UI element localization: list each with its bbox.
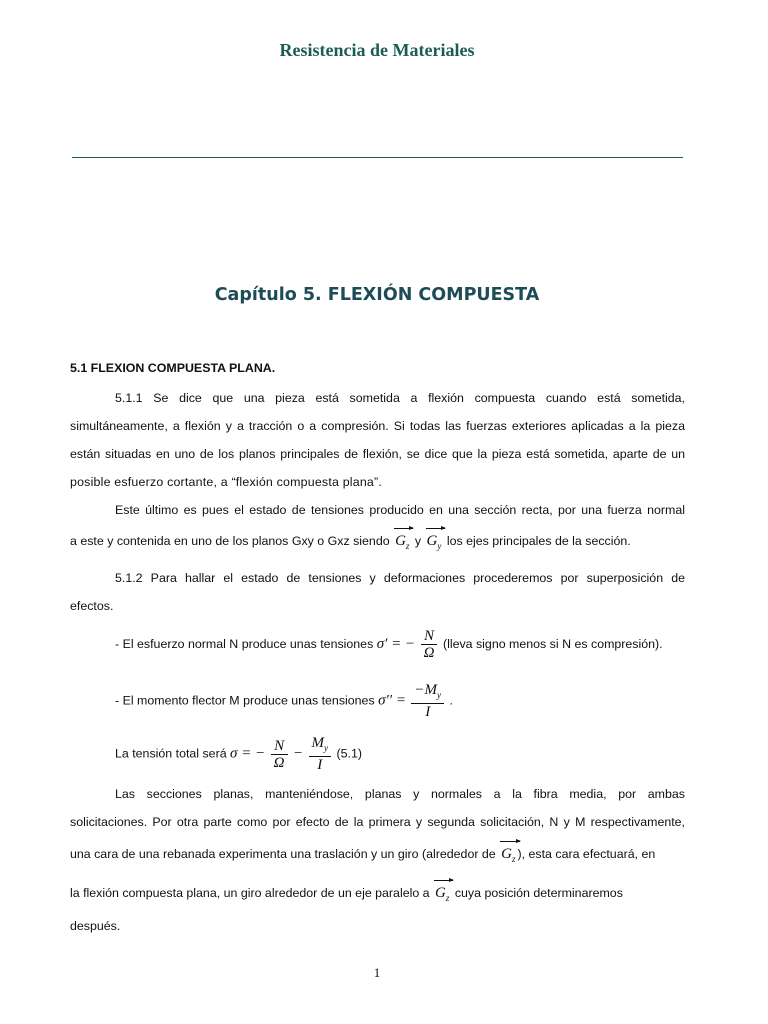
header-divider [72,157,683,158]
paragraph-line: efectos. [70,599,114,613]
paragraph-line [70,846,685,867]
text-fragment: (lleva signo menos si N es compresión). [442,637,663,651]
paragraph-line [70,533,685,554]
page-number: 1 [373,965,381,980]
minus-sign: − [292,745,304,762]
text-fragment: a este y contenida en uno de los planos Gxy o Gxz siendo [70,534,390,548]
chapter-title: Capítulo 5. FLEXIÓN COMPUESTA [214,285,540,305]
paragraph-line: 5.1.1 Se dice que una pieza está sometida a flexión compuesta cuando está sometida, [115,391,685,405]
paragraph-line [70,885,685,906]
fraction-n-over-omega: $\frac{N}{\Omega}$ [421,628,438,661]
text-fragment: una cara de una rebanada experimenta una traslación y un giro (alrededor de [70,847,496,861]
paragraph-line: posible esfuerzo cortante, a “flexión compuesta plana”. [70,475,382,489]
formula-line-total [70,735,730,773]
formula-sigma-prime: σ′ = − [376,636,416,652]
formula-sigma-double-prime: σ′′ = [378,692,406,709]
formula-line-moment [70,682,730,720]
text-fragment: - El momento flector M produce unas tensiones [115,693,375,708]
fraction-my-over-i: $\frac{-M_y}{I}$ [411,682,444,720]
text-fragment: ), esta cara efectuará, en [517,847,656,861]
text-fragment: . [449,693,453,708]
vector-gz: $G_z$ [393,533,411,554]
fraction-n-over-omega: $\frac{N}{\Omega}$ [271,738,288,771]
text-fragment: la flexión compuesta plana, un giro alrededor de un eje paralelo a [70,886,430,900]
paragraph-line: Este último es pues el estado de tensiones producido en una sección recta, por una fuerza normal [115,503,685,517]
text-fragment: los ejes principales de la sección. [446,534,631,548]
paragraph-line: están situadas en uno de los planos principales de flexión, se dice que la pieza está sometida, aparte de un [70,447,685,461]
equation-number: (5.1) [336,746,362,761]
text-fragment: - El esfuerzo normal N produce unas tensiones [115,637,374,651]
paragraph-line: después. [70,919,121,933]
formula-line-normal [70,628,730,661]
text-fragment: cuya posición determinaremos [454,886,623,900]
section-heading: 5.1 FLEXION COMPUESTA PLANA. [70,361,276,375]
vector-gz: $G_z$ [433,885,451,906]
paragraph-line: solicitaciones. Por otra parte como por efecto de la primera y segunda solicitación, N y M respectivamente, [70,815,685,829]
formula-sigma-total: σ = − [230,745,266,762]
running-header: Resistencia de Materiales [279,40,475,60]
paragraph-line: 5.1.2 Para hallar el estado de tensiones y deformaciones procederemos por superposición de [115,571,685,585]
paragraph-line: Las secciones planas, manteniéndose, planas y normales a la fibra media, por ambas [115,787,685,801]
vector-gz: $G_z$ [499,846,517,867]
text-fragment: y [414,534,422,548]
vector-gy: $G_y$ [425,533,444,554]
text-fragment: La tensión total será [115,746,227,761]
fraction-my-over-i: $\frac{M_y}{I}$ [309,735,332,773]
paragraph-line: simultáneamente, a flexión y a tracción o a compresión. Si todas las fuerzas exteriores aplicadas a la pieza [70,419,685,433]
